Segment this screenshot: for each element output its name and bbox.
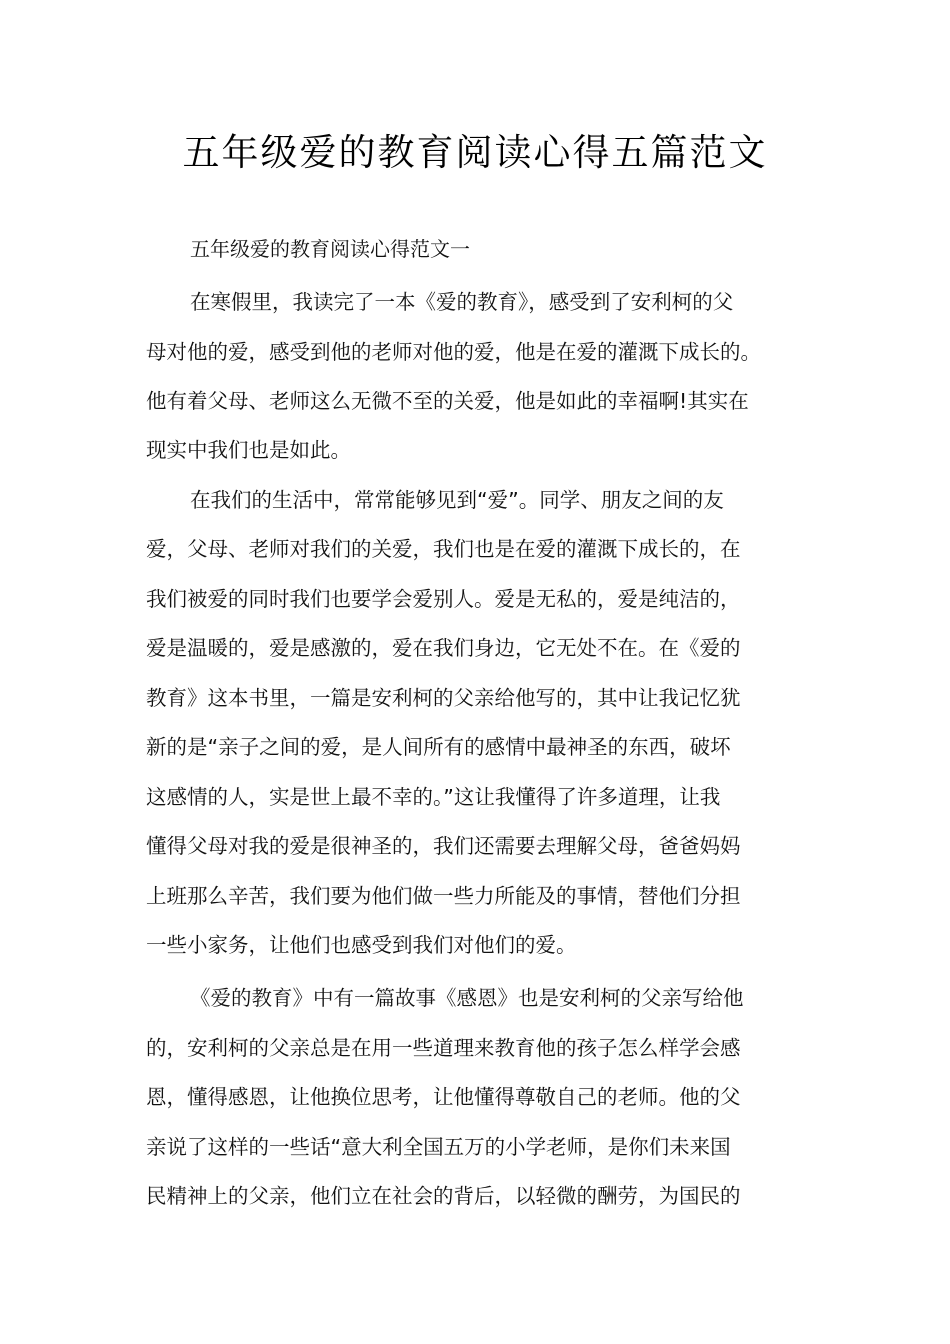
paragraph-line: 爱是温暖的，爱是感激的，爱在我们身边，它无处不在。在《爱的 — [146, 636, 741, 660]
paragraph-line: 新的是“亲子之间的爱，是人间所有的感情中最神圣的东西，破坏 — [146, 735, 731, 759]
paragraph-line: 教育》这本书里，一篇是安利柯的父亲给他写的，其中让我记忆犹 — [146, 686, 741, 710]
paragraph-line: 我们被爱的同时我们也要学会爱别人。爱是无私的，爱是纯洁的， — [146, 587, 741, 611]
paragraph-line: 《爱的教育》中有一篇故事《感恩》也是安利柯的父亲写给他 — [190, 986, 744, 1010]
paragraph-line: 这感情的人，实是世上最不幸的。”这让我懂得了许多道理，让我 — [146, 785, 721, 809]
paragraph-line: 恩，懂得感恩，让他换位思考，让他懂得尊敬自己的老师。他的父 — [146, 1085, 741, 1109]
paragraph-line: 的，安利柯的父亲总是在用一些道理来教育他的孩子怎么样学会感 — [146, 1036, 741, 1060]
paragraph-line: 在寒假里，我读完了一本《爱的教育》，感受到了安利柯的父 — [190, 290, 734, 314]
section-heading: 五年级爱的教育阅读心得范文一 — [190, 237, 470, 261]
paragraph-line: 母对他的爱，感受到他的老师对他的爱，他是在爱的灌溉下成长的。 — [146, 340, 761, 364]
paragraph-line: 上班那么辛苦，我们要为他们做一些力所能及的事情，替他们分担 — [146, 884, 741, 908]
document-title: 五年级爱的教育阅读心得五篇范文 — [182, 131, 768, 174]
paragraph-line: 一些小家务，让他们也感受到我们对他们的爱。 — [146, 933, 577, 957]
paragraph-line: 现实中我们也是如此。 — [146, 438, 351, 462]
paragraph-line: 民精神上的父亲，他们立在社会的背后，以轻微的酬劳，为国民的 — [146, 1184, 741, 1208]
paragraph-line: 亲说了这样的一些话“意大利全国五万的小学老师，是你们未来国 — [146, 1135, 731, 1159]
paragraph-line: 爱，父母、老师对我们的关爱，我们也是在爱的灌溉下成长的，在 — [146, 537, 741, 561]
paragraph-line: 他有着父母、老师这么无微不至的关爱，他是如此的幸福啊!其实在 — [146, 389, 749, 413]
paragraph-line: 在我们的生活中，常常能够见到“爱”。同学、朋友之间的友 — [190, 488, 724, 512]
paragraph-line: 懂得父母对我的爱是很神圣的，我们还需要去理解父母，爸爸妈妈 — [146, 834, 741, 858]
